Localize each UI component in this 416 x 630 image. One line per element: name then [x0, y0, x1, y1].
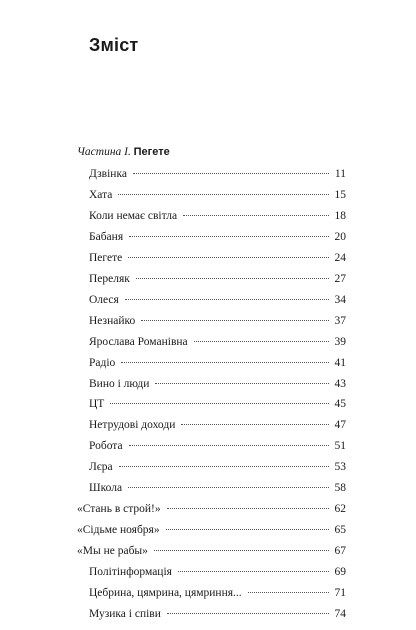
dot-leader — [128, 487, 328, 488]
toc-entry-page-number: 53 — [334, 461, 346, 474]
toc-entry-title: Олеся — [89, 293, 119, 306]
toc-entry-page-number: 74 — [334, 607, 346, 620]
toc-entry-title: Вино і люди — [89, 377, 150, 390]
toc-entry[interactable] — [77, 542, 346, 560]
toc-entry[interactable] — [89, 228, 346, 246]
dot-leader — [141, 320, 328, 321]
toc-entry[interactable] — [89, 479, 346, 497]
toc-entry-page-number: 51 — [334, 440, 346, 453]
toc-entry-title: Школа — [89, 482, 123, 495]
dot-leader — [167, 508, 329, 509]
toc-entry-page-number: 43 — [334, 377, 346, 390]
toc-entry[interactable] — [89, 249, 346, 267]
toc-entry-title: Політінформація — [89, 566, 172, 579]
toc-entry[interactable] — [89, 584, 346, 602]
page-title: Зміст — [89, 35, 139, 55]
toc-entry-title: Радіо — [89, 356, 116, 369]
toc-entry-title: ЦТ — [89, 398, 105, 411]
toc-entry[interactable] — [89, 354, 346, 372]
dot-leader — [181, 424, 328, 425]
toc-entry-page-number: 47 — [334, 419, 346, 432]
toc-entry[interactable] — [89, 375, 346, 393]
toc-entry-page-number: 27 — [334, 272, 346, 285]
toc-entry-title: Незнайко — [89, 314, 136, 327]
dot-leader — [183, 215, 328, 216]
toc-entry[interactable] — [89, 270, 346, 288]
toc-entry[interactable] — [89, 563, 346, 581]
toc-entry-page-number: 58 — [334, 482, 346, 495]
dot-leader — [154, 550, 329, 551]
toc-entry[interactable] — [77, 521, 346, 539]
dot-leader — [121, 362, 328, 363]
toc-entry-title: Хата — [89, 188, 113, 201]
toc-entry-title: Лєра — [89, 461, 113, 474]
toc-entry[interactable] — [89, 333, 346, 351]
toc-entry[interactable] — [89, 458, 346, 476]
toc-entry-title: Ярослава Романівна — [89, 335, 188, 348]
toc-entry-title: Дзвінка — [89, 168, 127, 180]
toc-entry-page-number: 65 — [334, 524, 346, 537]
toc-entry-page-number: 18 — [334, 209, 346, 222]
toc-entry-title: «Стань в строй!» — [77, 503, 161, 516]
toc-entry-page-number: 45 — [334, 398, 346, 411]
toc-entry-page-number: 15 — [334, 188, 346, 201]
dot-leader — [136, 278, 329, 279]
part-title: Пегете — [133, 146, 170, 158]
toc-entry[interactable] — [89, 395, 346, 413]
dot-leader — [129, 445, 329, 446]
toc-entry-page-number: 67 — [334, 545, 346, 558]
toc-entry[interactable] — [89, 165, 346, 183]
dot-leader — [118, 194, 328, 195]
toc-entry-title: «Мы не рабы» — [77, 545, 148, 558]
dot-leader — [125, 299, 329, 300]
toc-entry-title: Пегете — [89, 251, 123, 264]
toc-entry[interactable] — [89, 312, 346, 330]
dot-leader — [128, 257, 328, 258]
toc-entry-page-number: 24 — [334, 251, 346, 264]
toc-entry-page-number: 62 — [334, 503, 346, 516]
toc-entry[interactable] — [89, 291, 346, 309]
dot-leader — [167, 613, 329, 614]
toc-entry[interactable] — [89, 437, 346, 455]
dot-leader — [166, 529, 329, 530]
toc-entry-title: Цебрина, цямрина, цямриння... — [89, 587, 242, 599]
toc-entry-page-number: 37 — [334, 314, 346, 327]
toc-entry-page-number: 41 — [334, 356, 346, 369]
toc-entry[interactable] — [77, 500, 346, 518]
toc-entry-page-number: 34 — [334, 293, 346, 306]
toc-entry-title: Коли немає світла — [89, 209, 178, 222]
toc-entry-title: Нетрудові доходи — [89, 419, 176, 432]
toc-entry-page-number: 20 — [334, 230, 346, 243]
toc-entry-page-number: 11 — [334, 168, 346, 180]
dot-leader — [194, 341, 329, 342]
toc-entry-title: Переляк — [89, 272, 130, 285]
dot-leader — [248, 592, 329, 593]
toc-entry-title: Музика і співи — [89, 607, 161, 620]
dot-leader — [129, 236, 328, 237]
toc-entry-title: «Сідьме ноября» — [77, 524, 160, 537]
part-prefix: Частина I. — [77, 146, 131, 158]
dot-leader — [119, 466, 329, 467]
dot-leader — [110, 403, 328, 404]
dot-leader — [178, 571, 329, 572]
dot-leader — [155, 383, 328, 384]
toc-entry-page-number: 71 — [334, 587, 346, 599]
toc-entry[interactable] — [89, 207, 346, 225]
toc-entry[interactable] — [89, 416, 346, 434]
toc-entry-title: Робота — [89, 440, 123, 453]
toc-entry[interactable] — [89, 605, 346, 623]
toc-entry-title: Бабаня — [89, 230, 124, 243]
toc-entry[interactable] — [89, 186, 346, 204]
toc-entry-page-number: 69 — [334, 566, 346, 579]
dot-leader — [133, 173, 329, 174]
toc-entry-page-number: 39 — [334, 335, 346, 348]
